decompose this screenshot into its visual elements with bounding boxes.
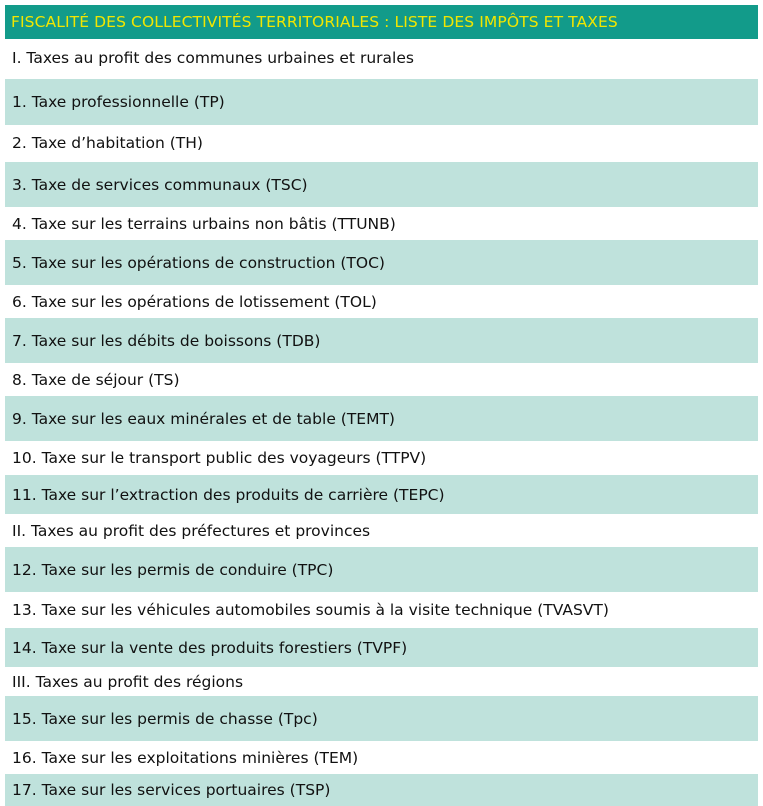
tax-item-row: 12. Taxe sur les permis de conduire (TPC)	[5, 547, 758, 592]
section-heading-row: II. Taxes au profit des préfectures et provinces	[12, 521, 371, 540]
tax-item-row: 3. Taxe de services communaux (TSC)	[5, 162, 758, 207]
tax-item-row: 15. Taxe sur les permis de chasse (Tpc)	[5, 696, 758, 741]
table-title: FISCALITÉ DES COLLECTIVITÉS TERRITORIALES : LISTE DES IMPÔTS ET TAXES	[5, 5, 758, 39]
tax-item-row: 14. Taxe sur la vente des produits forestiers (TVPF)	[5, 628, 758, 667]
tax-item-row: 2. Taxe d’habitation (TH)	[12, 133, 203, 152]
tax-item-row: 4. Taxe sur les terrains urbains non bâtis (TTUNB)	[12, 214, 396, 233]
tax-item-row: 13. Taxe sur les véhicules automobiles soumis à la visite technique (TVASVT)	[12, 601, 609, 619]
tax-item-row: 1. Taxe professionnelle (TP)	[5, 79, 758, 125]
tax-item-row: 8. Taxe de séjour (TS)	[12, 370, 180, 389]
tax-item-row: 7. Taxe sur les débits de boissons (TDB)	[5, 318, 758, 363]
tax-item-row: 5. Taxe sur les opérations de construction (TOC)	[5, 240, 758, 285]
section-heading-row: III. Taxes au profit des régions	[12, 672, 244, 691]
tax-item-row: 10. Taxe sur le transport public des voyageurs (TTPV)	[12, 449, 427, 467]
tax-item-row: 17. Taxe sur les services portuaires (TSP)	[5, 774, 758, 806]
tax-list-table	[5, 5, 758, 799]
section-heading-row: I. Taxes au profit des communes urbaines et rurales	[12, 48, 414, 67]
tax-item-row: 9. Taxe sur les eaux minérales et de table (TEMT)	[5, 396, 758, 441]
tax-item-row: 11. Taxe sur l’extraction des produits de carrière (TEPC)	[5, 475, 758, 514]
tax-item-row: 16. Taxe sur les exploitations minières (TEM)	[12, 748, 359, 767]
tax-item-row: 6. Taxe sur les opérations de lotissement (TOL)	[12, 292, 377, 311]
